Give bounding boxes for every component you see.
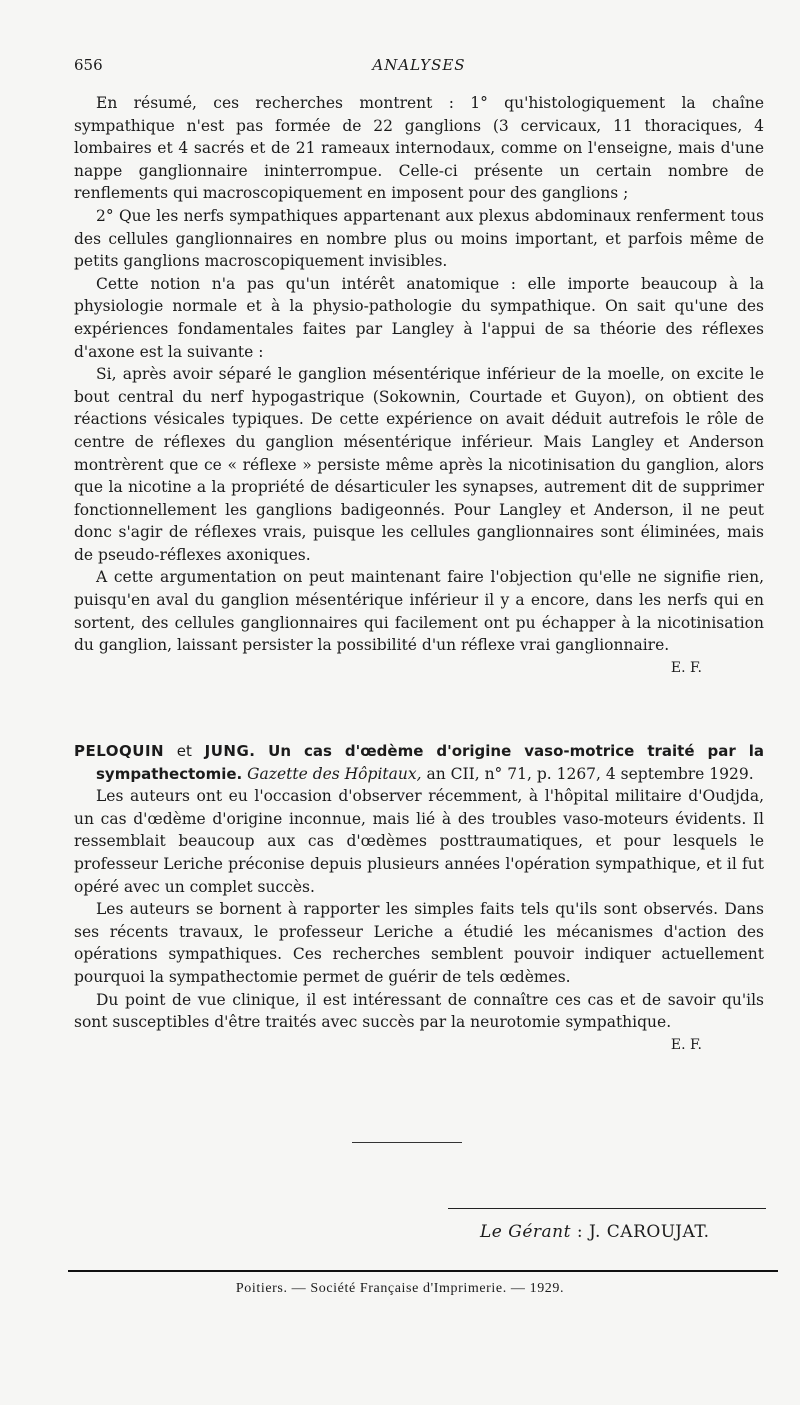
author-peloquin: PELOQUIN (74, 742, 165, 760)
gerant-line (480, 1222, 770, 1242)
paragraph-objection: A cette argumentation on peut maintenant faire l'objection qu'elle ne signifie rien, puisqu'en aval du ganglion mésentérique inférieur il y a encore, dans les nerfs qui en sortent, des cellules ganglionnaires qui facilement ont pu échapper à la nicotinisation du ganglion, laissant persister la possibilité d'un réflexe vrai ganglionnaire. (74, 568, 764, 655)
paragraph-experiment: Si, après avoir séparé le ganglion mésentérique inférieur de la moelle, on excite le bout central du nerf hypogastrique (Sokownin, Courtade et Guyon), on obtient des réactions vésicales typiques. De cette expérience on avait déduit autrefois le rôle de centre de réflexes du ganglion mésentérique inférieur. Mais Langley et Anderson montrèrent que ce « réflexe » persiste même après la nicotinisation du ganglion, alors que la nicotine a la propriété de désarticuler les synapses, autrement dit de supprimer fonctionnellement les ganglions badigeonnés. Pour Langley et Anderson, il ne peut donc s'agir de réflexes vrais, puisque les cellules ganglionnaires sont éliminées, mais de pseudo-réflexes axoniques. (74, 365, 764, 564)
gerant-separator: : (570, 1222, 589, 1242)
citation-details: an CII, n° 71, p. 1267, 4 septembre 1929. (426, 764, 754, 783)
gerant-rule (448, 1208, 766, 1209)
page-number: 656 (74, 56, 103, 74)
first-review-conclusion (74, 92, 764, 679)
journal-name: Gazette des Hôpitaux, (247, 764, 422, 783)
author-jung: JUNG. (204, 742, 256, 760)
review-citation (74, 740, 764, 785)
review-heading (74, 740, 764, 785)
gerant-label: Le Gérant (480, 1222, 571, 1242)
gerant-name: J. CAROUJAT. (588, 1222, 710, 1242)
paragraph-summary: En résumé, ces recherches montrent : 1° qu'histologiquement la chaîne sympathique n'est pas formée de 22 ganglions (3 cervicaux, 11 thoraciques, 4 lombaires et 4 sacrés et de 21 rameaux internodaux, comme on l'enseigne, mais d'une nappe ganglionnaire ininterrompue. Celle-ci présente un certain nombre de renflements qui macroscopiquement en imposent pour des ganglions ; (74, 94, 764, 203)
paragraph-case: Les auteurs ont eu l'occasion d'observer récemment, à l'hôpital militaire d'Oudjda, un cas d'œdème d'origine inconnue, mais lié à des troubles vaso-moteurs évidents. Il ressemblait beaucoup aux cas d'œdèmes posttraumatiques, et pour lesquels le professeur Leriche préconise depuis plusieurs années l'opération sympathique, et il fut opéré avec un complet succès. (74, 787, 764, 896)
article-title: Un cas d'œdème d'origine vaso-motrice traité par la sympathectomie. (96, 742, 764, 783)
footer-rule (68, 1270, 778, 1272)
second-review (74, 740, 764, 1056)
running-head (74, 56, 764, 78)
section-title: ANALYSES (372, 56, 466, 74)
reviewer-signature: E. F. (670, 659, 702, 676)
reviewer-signature-2: E. F. (670, 1036, 702, 1053)
paragraph-second-point: 2° Que les nerfs sympathiques appartenant aux plexus abdominaux renferment tous des cellules ganglionnaires en nombre plus ou moins important, et parfois même de petits ganglions macroscopiquement invisibles. (74, 206, 764, 271)
paragraph-clinical: Du point de vue clinique, il est intéressant de connaître ces cas et de savoir qu'ils sont susceptibles d'être traités avec succès par la neurotomie sympathique. (74, 990, 764, 1032)
printer-imprint: Poitiers. — Société Française d'Imprimerie. — 1929. (235, 1281, 565, 1296)
section-divider (352, 1142, 462, 1143)
paragraph-facts: Les auteurs se bornent à rapporter les simples faits tels qu'ils sont observés. Dans ses récents travaux, le professeur Leriche a étudié les mécanismes d'action des opérations sympathiques. Ces recherches semblent pouvoir indiquer actuellement pourquoi la sympathectomie permet de guérir de tels œdèmes. (74, 900, 764, 986)
paragraph-notion: Cette notion n'a pas qu'un intérêt anatomique : elle importe beaucoup à la physiologie normale et à la physio-pathologie du sympathique. On sait qu'une des expériences fondamentales faites par Langley à l'appui de sa théorie des réflexes d'axone est la suivante : (74, 274, 764, 361)
author-conjunction: et (176, 742, 192, 760)
